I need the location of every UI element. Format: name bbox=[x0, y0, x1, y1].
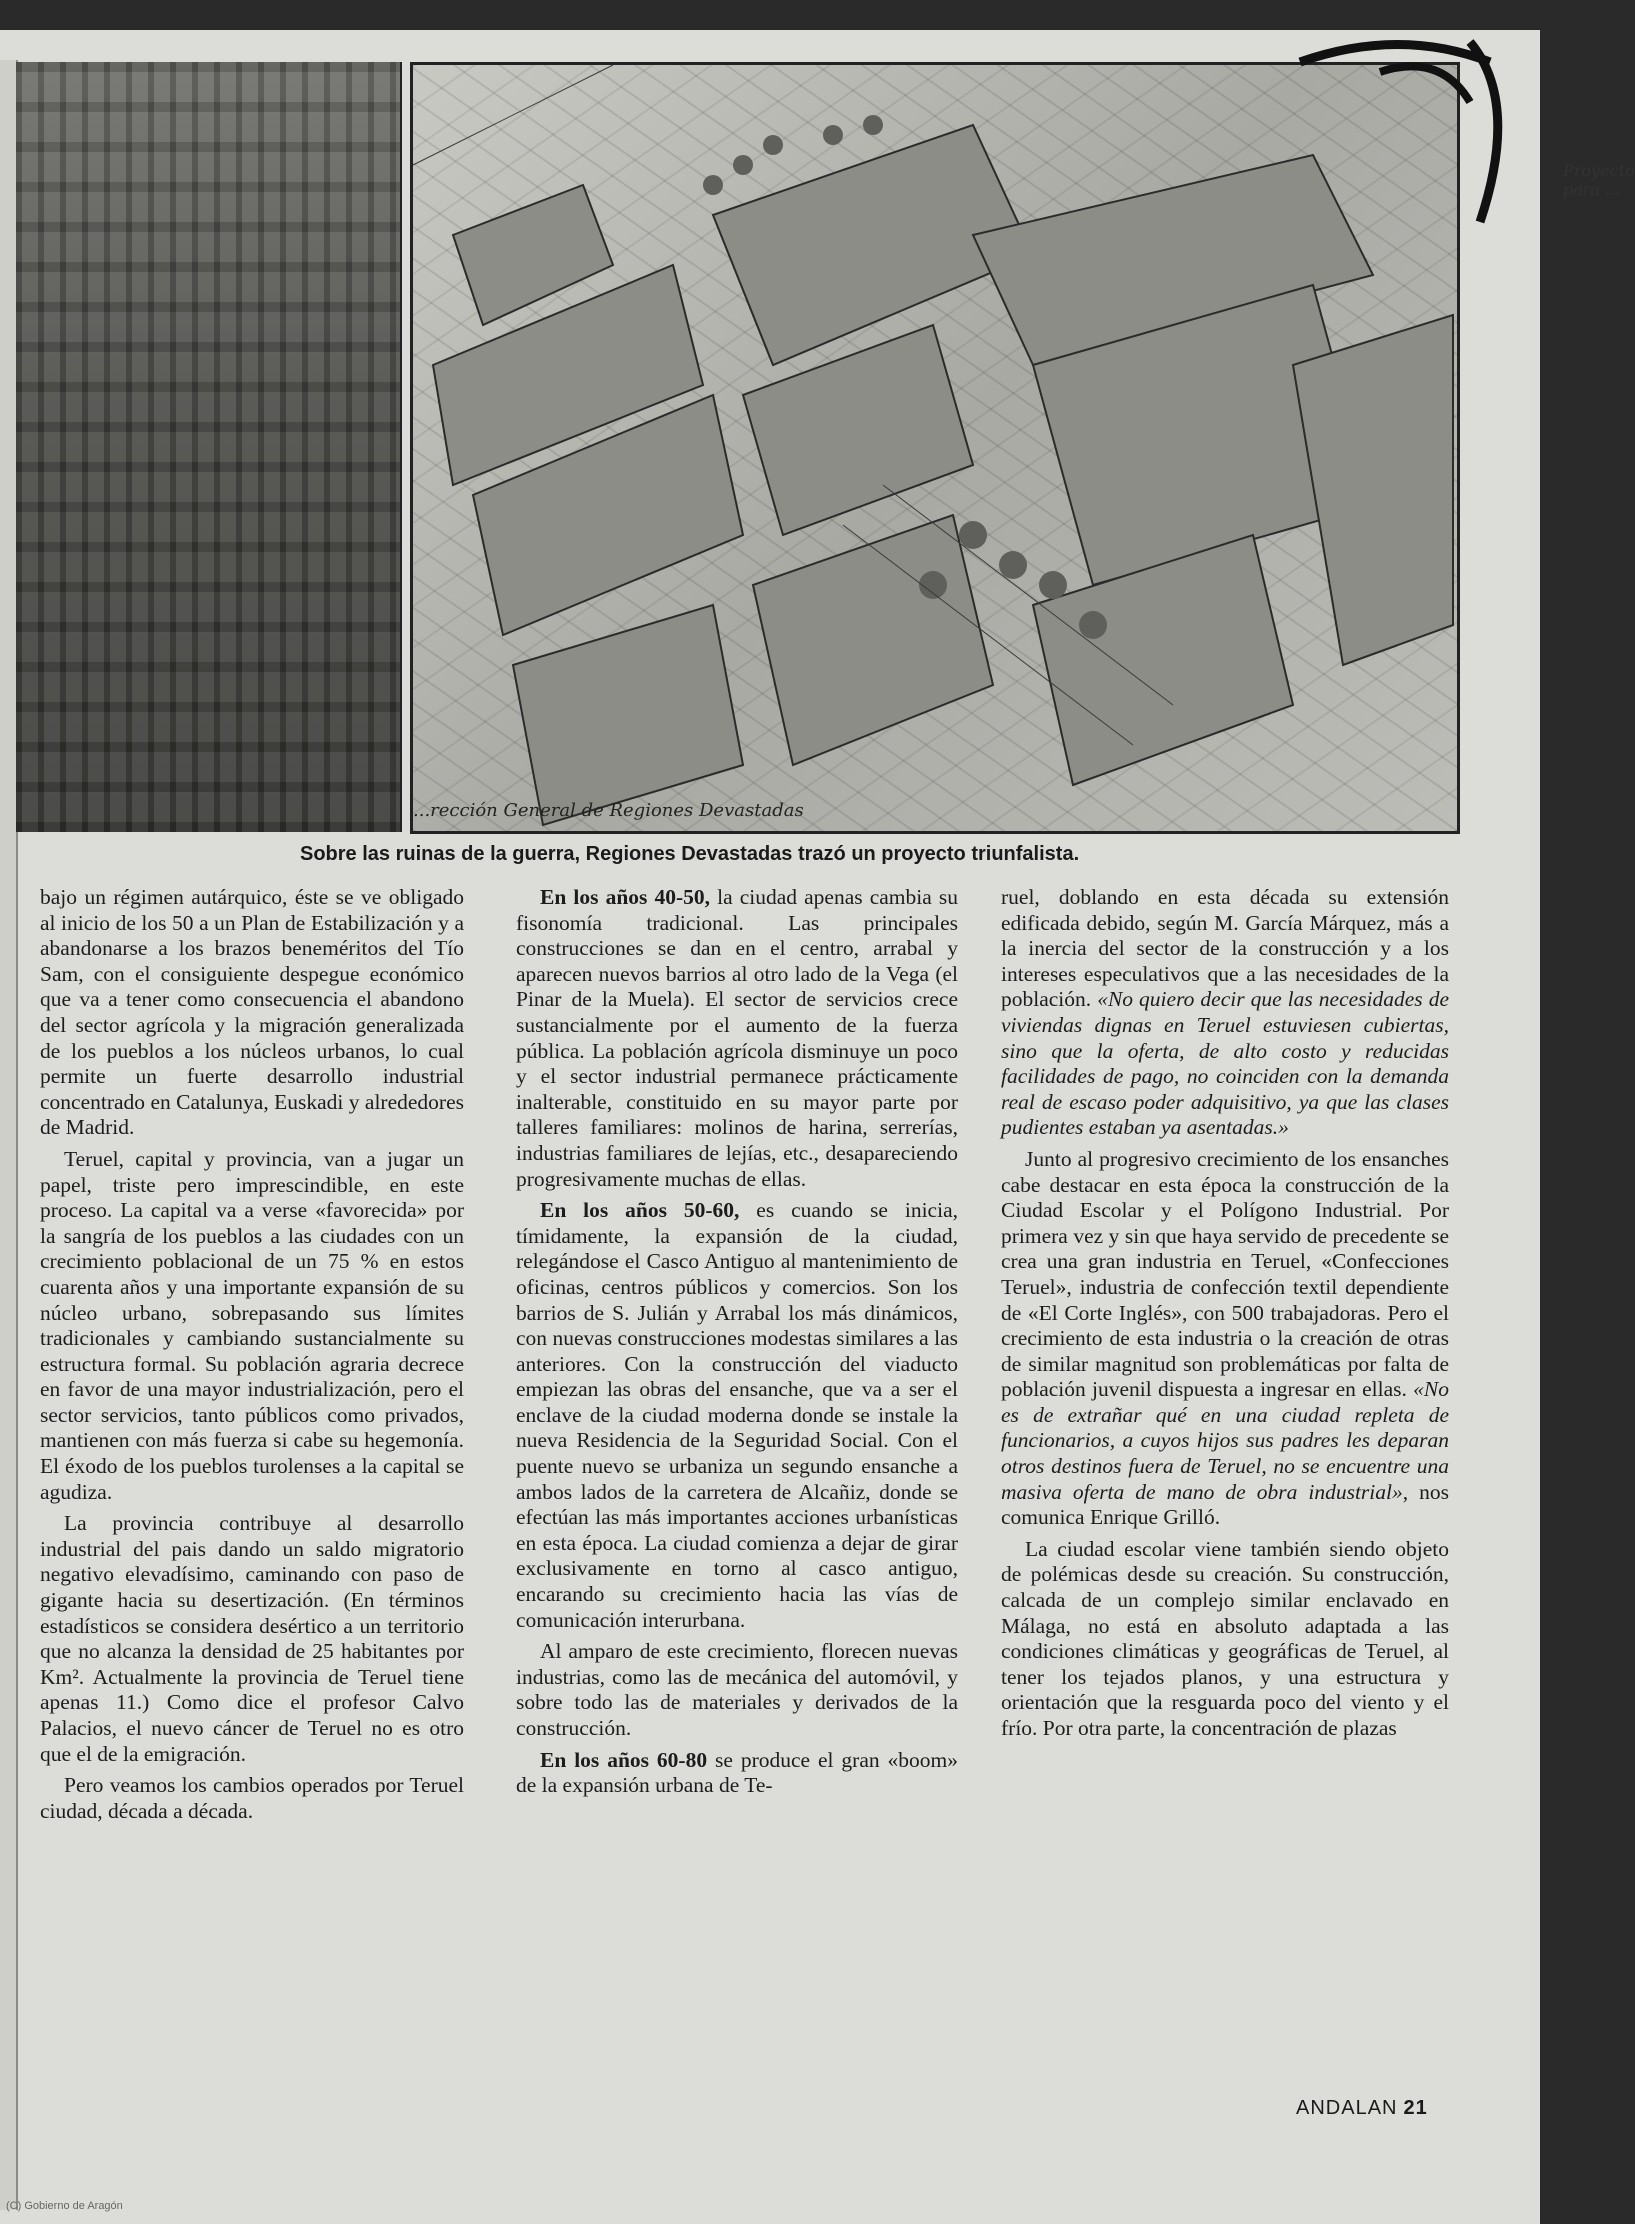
paragraph bbox=[1001, 885, 1449, 1141]
paragraph bbox=[516, 885, 958, 1192]
paragraph-text: es cuando se inicia, tímidamente, la expansión de la ciudad, relegándose el Casco Antiguo al mantenimiento de oficinas, centros públicos y comercios. Son los barrios de S. Julián y Arrabal los más dinámicos, con nuevas construcciones modestas similares a las anteriores. Con la construcción del viaducto empiezan las obras del ensanche, que va a ser el enclave de la ciudad moderna donde se instale la nueva Residencia de la Seguridad Social. Con el puente nuevo se urbaniza un segundo ensanche a ambos lados de la carretera de Alcañiz, donde se efectúan las más importantes acciones urbanísticas en esta época. La ciudad comienza a dejar de girar exclusivamente en torno al casco antiguo, encarando su crecimiento hacia las vías de comunicación interurbana. bbox=[516, 1198, 958, 1632]
magazine-name: ANDALAN bbox=[1296, 2097, 1398, 2119]
paragraph-text: Junto al progresivo crecimiento de los ensanches cabe destacar en esta época la construcción de la Ciudad Escolar y el Polígono Industrial. Por primera vez y sin que haya servido de precedente se crea una gran industria en Teruel, «Confecciones Teruel», industria de confección textil dependiente de «El Corte Inglés», con 500 trabajadoras. Pero el crecimiento de esta industria o la creación de otras de similar magnitud son problemáticas por falta de población juvenil dispuesta a ingresar en ellas. bbox=[1001, 1146, 1449, 1402]
page-footer bbox=[1296, 2097, 1428, 2120]
quote-text: «No quiero decir que las necesidades de viviendas dignas en Teruel estuviesen cubiertas, sino que la oferta, de alto costo y reducidas facilidades de pago, no coinciden con la demanda real de escaso poder adquisitivo, ya que las clases pudientes estaban ya asentadas.» bbox=[1001, 987, 1449, 1140]
paragraph: Pero veamos los cambios operados por Teruel ciudad, década a década. bbox=[40, 1773, 464, 1823]
paragraph bbox=[516, 1748, 958, 1799]
text-column-2 bbox=[516, 885, 958, 1799]
paragraph-text: , nos comunica Enrique Grilló. bbox=[1001, 1479, 1449, 1530]
ruins-photo bbox=[16, 62, 402, 832]
text-column-3 bbox=[1001, 885, 1449, 1742]
paragraph: La ciudad escolar viene también siendo objeto de polémicas desde su creación. Su construcción, calcada de un complejo similar enclavado en Málaga, no está en absoluto adaptada a las condiciones climáticas y geográficas de Teruel, al tener los tejados planos, y una estructura y orientación que la resguarda poco del viento y el frío. Por otra parte, la concentración de plazas bbox=[1001, 1536, 1449, 1740]
paragraph-text: se produce el gran «boom» de la expansión urbana de Te- bbox=[516, 1747, 958, 1798]
text-column-1 bbox=[40, 885, 464, 1824]
paragraph-text: ruel, doblando en esta década su extensión edificada debido, según M. García Márquez, más a la inercia del sector de la construcción y a los intereses especulativos que a las necesidades de la población. bbox=[1001, 885, 1449, 1012]
copyright-credit: (C) Gobierno de Aragón bbox=[6, 2200, 123, 2212]
paragraph: Teruel, capital y provincia, van a jugar un papel, triste pero imprescindible, en este proceso. La capital va a verse «favorecida» por la sangría de los pueblos a las ciudades con un crecimiento poblacional de un 75 % en estos cuarenta años y una importante expansión de su núcleo urbano, sobrepasando sus límites tradicionales y cambiando sustancialmente su estructura formal. Su población agraria decrece en favor de una mayor industrialización, pero el sector servicios, tanto públicos como privados, mantienen con más fuerza si cabe su hegemonía. El éxodo de los pueblos turolenses a la capital se agudiza. bbox=[40, 1146, 464, 1504]
decade-heading: En los años 50-60, bbox=[540, 1198, 740, 1223]
paragraph: Al amparo de este crecimiento, florecen nuevas industrias, como las de mecánica del automóvil, y sobre todo las de materiales y derivados de la construcción. bbox=[516, 1639, 958, 1740]
decade-heading: En los años 60-80 bbox=[540, 1747, 708, 1772]
paragraph bbox=[1001, 1147, 1449, 1531]
paragraph bbox=[516, 1198, 958, 1633]
quote-text: «No es de extrañar qué en una ciudad repleta de funcionarios, a cuyos hijos sus padres les deparan otros destinos fuera de Teruel, no se encuentre una masiva oferta de mano de obra industrial» bbox=[1001, 1377, 1449, 1504]
paragraph: La provincia contribuye al desarrollo industrial del pais dando un saldo migratorio negativo elevadísimo, caminando con paso de gigante hacia su desertización. (En términos estadísticos se considera desértico a un territorio que no alcanza la densidad de 25 habitantes por Km². Actualmente la provincia de Teruel tiene apenas 11.) Como dice el profesor Calvo Palacios, el nuevo cáncer de Teruel no es otro que el de la emigración. bbox=[40, 1511, 464, 1766]
artist-signature: Proyecto para ... bbox=[1563, 161, 1635, 199]
page-number: 21 bbox=[1403, 2097, 1428, 2119]
paragraph: bajo un régimen autárquico, éste se ve obligado al inicio de los 50 a un Plan de Estabilización y a abandonarse a los brazos beneméritos del Tío Sam, con el consiguiente despegue económico que va a tener como consecuencia el abandono del sector agrícola y la migración generalizada de los pueblos a los núcleos urbanos, lo cual permite un fuerte desarrollo industrial concentrado en Catalunya, Euskadi y alrededores de Madrid. bbox=[40, 885, 464, 1140]
decade-heading: En los años 40-50, bbox=[540, 885, 711, 909]
stamp-mark-icon bbox=[1290, 32, 1520, 232]
photo-caption: Sobre las ruinas de la guerra, Regiones Devastadas trazó un proyecto triunfalista. bbox=[300, 843, 1080, 865]
paragraph-text: la ciudad apenas cambia su fisonomía tradicional. Las principales construcciones se dan en el centro, arrabal y aparecen nuevos barrios al otro lado de la Vega (el Pinar de la Muela). El sector de servicios crece sustancialmente por el aumento de la fuerza pública. La población agrícola disminuye un poco y el sector industrial permanece prácticamente inalterable, constituido en su mayor parte por talleres familiares: molinos de harina, serrerías, industrias familiares de lejías, etc., desapareciendo progresivamente muchas de ellas. bbox=[516, 885, 959, 1191]
drawing-caption: ...rección General de Regiones Devastadas bbox=[413, 800, 804, 821]
